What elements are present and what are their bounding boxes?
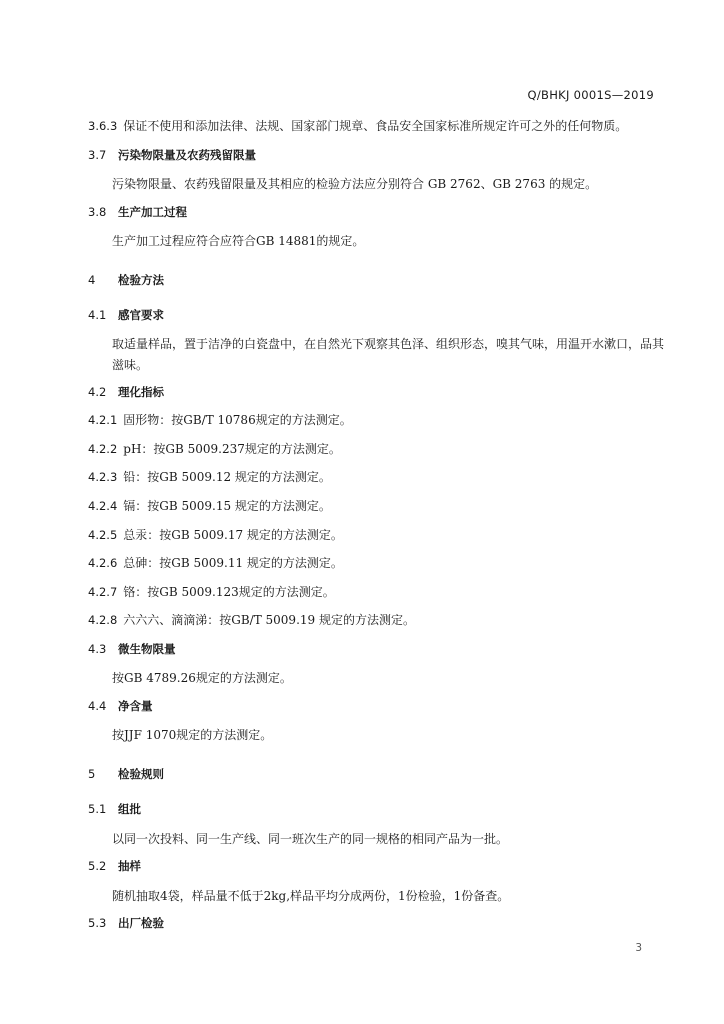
heading-3-7 — [88, 146, 256, 164]
heading-4-2 — [88, 383, 164, 401]
heading-5-3 — [88, 914, 164, 932]
heading-title: 感官要求 — [118, 308, 164, 322]
clause-4-2-8 — [88, 611, 415, 629]
clause-number: 4.2.5 — [88, 528, 118, 542]
heading-number: 5.3 — [88, 916, 107, 930]
heading-title: 理化指标 — [118, 385, 164, 399]
clause-number: 4.2.1 — [88, 413, 118, 427]
clause-4-2-2 — [88, 440, 341, 458]
heading-title: 检验方法 — [118, 273, 164, 287]
heading-5-2 — [88, 857, 141, 875]
heading-title: 抽样 — [118, 859, 141, 873]
heading-4-1 — [88, 306, 164, 324]
clause-number: 4.2.3 — [88, 470, 118, 484]
paragraph-4-3: 按GB 4789.26规定的方法测定。 — [112, 671, 292, 685]
heading-title: 污染物限量及农药残留限量 — [118, 148, 256, 162]
clause-text: 铬：按GB 5009.123规定的方法测定。 — [123, 585, 335, 599]
heading-5-1 — [88, 800, 141, 818]
clause-4-2-3 — [88, 468, 331, 486]
clause-number: 4.2.7 — [88, 585, 118, 599]
heading-number: 4.2 — [88, 385, 107, 399]
heading-5 — [88, 765, 164, 783]
heading-title: 净含量 — [118, 699, 153, 713]
heading-title: 检验规则 — [118, 767, 164, 781]
heading-number: 5 — [88, 767, 96, 781]
heading-title: 生产加工过程 — [118, 205, 187, 219]
clause-text: 固形物：按GB/T 10786规定的方法测定。 — [123, 413, 352, 427]
heading-title: 微生物限量 — [118, 642, 176, 656]
clause-4-2-5 — [88, 526, 343, 544]
heading-number: 3.7 — [88, 148, 107, 162]
heading-number: 4 — [88, 273, 96, 287]
clause-text: 保证不使用和添加法律、法规、国家部门规章、食品安全国家标准所规定许可之外的任何物质。 — [123, 119, 628, 133]
clause-4-2-7 — [88, 583, 335, 601]
clause-text: 六六六、滴滴涕：按GB/T 5009.19 规定的方法测定。 — [123, 613, 415, 627]
heading-3-8 — [88, 203, 187, 221]
page-number: 3 — [635, 942, 642, 954]
clause-number: 3.6.3 — [88, 119, 118, 133]
clause-text: 铅：按GB 5009.12 规定的方法测定。 — [123, 470, 331, 484]
heading-title: 组批 — [118, 802, 141, 816]
clause-4-2-6 — [88, 554, 343, 572]
heading-number: 5.1 — [88, 802, 107, 816]
heading-number: 4.3 — [88, 642, 107, 656]
paragraph-4-1: 取适量样品，置于洁净的白瓷盘中，在自然光下观察其色泽、组织形态，嗅其气味，用温开水漱口，品其滋味。 — [112, 337, 665, 372]
paragraph-3-7: 污染物限量、农药残留限量及其相应的检验方法应分别符合 GB 2762、GB 2763 的规定。 — [112, 177, 598, 191]
clause-number: 4.2.2 — [88, 442, 118, 456]
paragraph-5-1: 以同一次投料、同一生产线、同一班次生产的同一规格的相同产品为一批。 — [112, 832, 509, 846]
clause-text: 总砷：按GB 5009.11 规定的方法测定。 — [123, 556, 343, 570]
heading-4-3 — [88, 640, 176, 658]
heading-number: 3.8 — [88, 205, 107, 219]
heading-number: 5.2 — [88, 859, 107, 873]
clause-4-2-4 — [88, 497, 331, 515]
heading-number: 4.4 — [88, 699, 107, 713]
paragraph-5-2: 随机抽取4袋，样品量不低于2kg,样品平均分成两份，1份检验，1份备查。 — [112, 889, 510, 903]
clause-4-2-1 — [88, 411, 352, 429]
paragraph-3-8: 生产加工过程应符合应符合GB 14881的规定。 — [112, 234, 365, 248]
clause-text: 镉：按GB 5009.15 规定的方法测定。 — [123, 499, 331, 513]
clause-number: 4.2.6 — [88, 556, 118, 570]
standard-code: Q/BHKJ 0001S—2019 — [527, 88, 654, 102]
heading-4-4 — [88, 697, 153, 715]
clause-number: 4.2.4 — [88, 499, 118, 513]
clause-text: 总汞：按GB 5009.17 规定的方法测定。 — [123, 528, 343, 542]
heading-number: 4.1 — [88, 308, 107, 322]
heading-4 — [88, 271, 164, 289]
clause-3-6-3 — [88, 117, 627, 135]
clause-text: pH：按GB 5009.237规定的方法测定。 — [123, 442, 341, 456]
heading-title: 出厂检验 — [118, 916, 164, 930]
clause-number: 4.2.8 — [88, 613, 118, 627]
paragraph-4-4: 按JJF 1070规定的方法测定。 — [112, 728, 273, 742]
